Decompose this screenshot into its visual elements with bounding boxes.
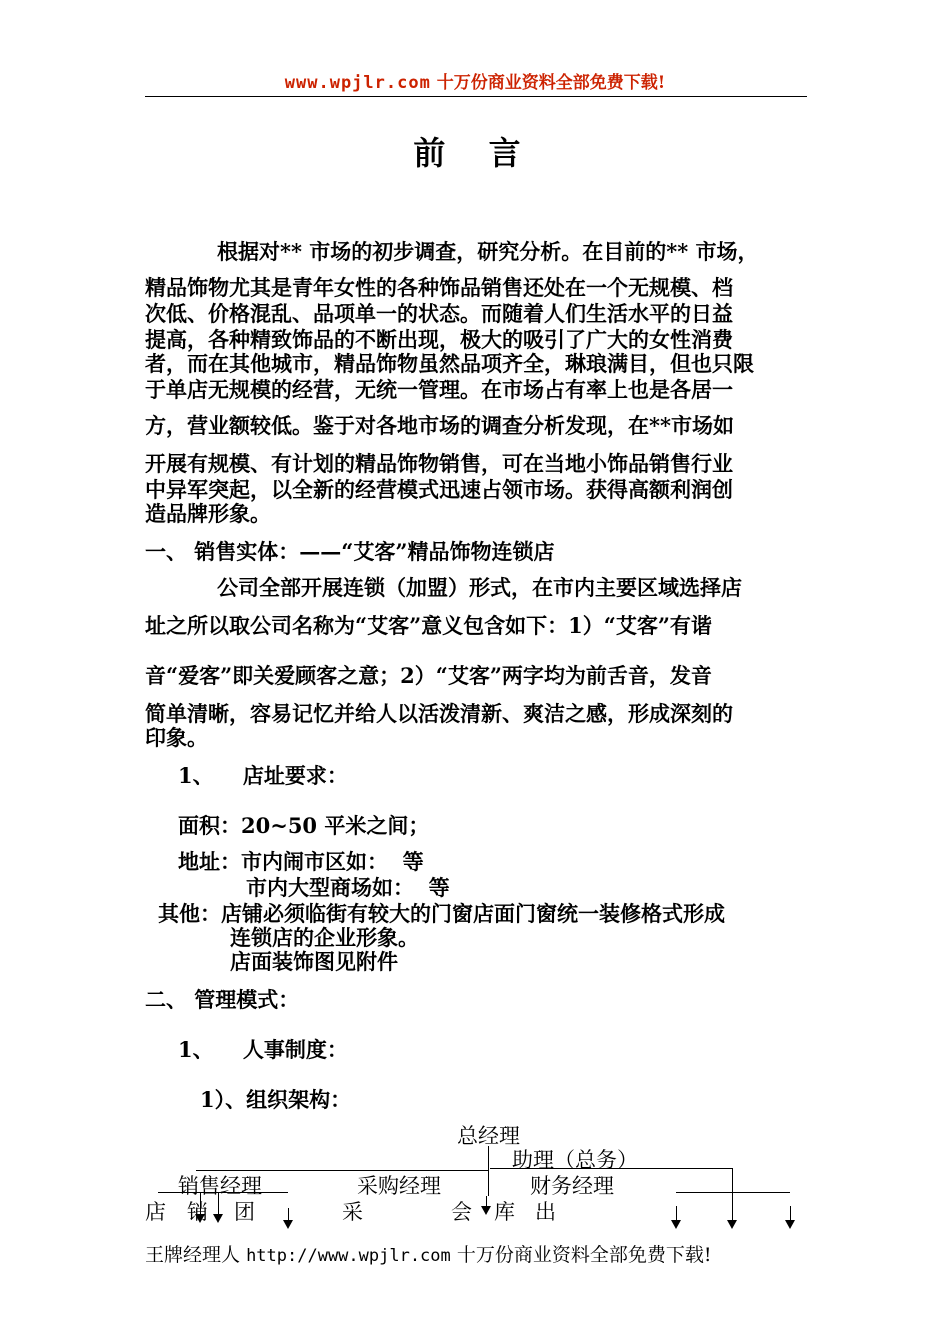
org-arrow-down-icon	[727, 1220, 737, 1229]
section2-heading: 二、 管理模式：	[145, 987, 300, 1012]
org-underline-sales	[158, 1192, 288, 1193]
org-node-sales-manager: 销售经理	[178, 1174, 262, 1198]
org-line-assistant	[490, 1168, 732, 1169]
org-node-sales: 销	[187, 1200, 208, 1224]
org-arrow-down-icon	[195, 1214, 205, 1223]
org-line-finance-branches	[676, 1192, 790, 1193]
intro-line: 造品牌形象。	[145, 501, 271, 526]
intro-line: 根据对** 市场的初步调查，研究分析。在目前的** 市场，	[217, 239, 759, 264]
org-node-finance-manager: 财务经理	[530, 1174, 614, 1198]
intro-line: 次低、价格混乱、品项单一的状态。而随着人们生活水平的日益	[145, 301, 733, 326]
intro-line: 开展有规模、有计划的精品饰物销售，可在当地小饰品销售行业	[145, 451, 733, 476]
org-node-gm: 总经理	[457, 1124, 520, 1148]
org-arrow-down-icon	[283, 1220, 293, 1229]
intro-line: 于单店无规模的经营，无统一管理。在市场占有率上也是各居一	[145, 377, 733, 402]
page-title: 前 言	[413, 134, 537, 172]
intro-line: 精品饰物尤其是青年女性的各种饰品销售还处在一个无规模、档	[145, 275, 733, 300]
org-line-drop	[200, 1192, 201, 1216]
section1-line: 印象。	[145, 725, 208, 750]
other-line: 连锁店的企业形象。	[230, 925, 419, 950]
org-arrow-down-icon	[481, 1206, 491, 1215]
org-arrow-down-icon	[213, 1214, 223, 1223]
org-node-store: 店	[145, 1200, 166, 1224]
intro-line: 提高，各种精致饰品的不断出现，极大的吸引了广大的女性消费	[145, 327, 733, 352]
org-line-drop	[218, 1192, 219, 1216]
header-slogan: 十万份商业资料全部免费下载!	[436, 73, 666, 93]
sub2-heading: 1、 人事制度：	[178, 1037, 348, 1062]
section1-line: 址之所以取公司名称为“艾客”意义包含如下：1）“艾客”有谐	[145, 613, 712, 638]
org-node-group: 团	[234, 1200, 255, 1224]
org-node-warehouse: 库	[494, 1200, 515, 1224]
other-line: 其他：店铺必须临街有较大的门窗店面门窗统一装修格式形成	[158, 901, 725, 926]
org-line-assistant-drop	[732, 1168, 733, 1192]
footer-url-link[interactable]: http://www.wpjlr.com	[246, 1246, 451, 1266]
address-line: 市内大型商场如： 等	[246, 875, 450, 900]
footer-brand: 王牌经理人	[145, 1244, 241, 1266]
header-url-link[interactable]: www.wpjlr.com	[284, 73, 431, 93]
address-line: 地址：市内闹市区如： 等	[178, 849, 424, 874]
org-line-drop	[732, 1192, 733, 1222]
org-node-purchase: 采	[342, 1200, 363, 1224]
footer-slogan: 十万份商业资料全部免费下载!	[456, 1244, 712, 1266]
section1-line: 音“爱客”即关爱顾客之意；2）“艾客”两字均为前舌音，发音	[145, 663, 712, 688]
org-arrow-down-icon	[671, 1220, 681, 1229]
sub1-heading: 1、 店址要求：	[178, 763, 348, 788]
org-node-purchase-manager: 采购经理	[357, 1174, 441, 1198]
org-node-cashier: 出	[535, 1200, 556, 1224]
org-node-accounting: 会	[451, 1200, 472, 1224]
intro-line: 方，营业额较低。鉴于对各地市场的调查分析发现，在**市场如	[145, 413, 734, 438]
page-header	[0, 68, 950, 93]
org-arrow-down-icon	[785, 1220, 795, 1229]
section1-line: 简单清晰，容易记忆并给人以活泼清新、爽洁之感，形成深刻的	[145, 701, 733, 726]
section1-heading: 一、 销售实体：——“艾客”精品饰物连锁店	[145, 539, 555, 564]
org-line-gm-trunk	[488, 1146, 489, 1196]
intro-line: 中异军突起，以全新的经营模式迅速占领市场。获得高额利润创	[145, 477, 733, 502]
section1-line: 公司全部开展连锁（加盟）形式，在市内主要区域选择店	[217, 575, 742, 600]
area-line: 面积：20~50 平米之间；	[178, 813, 430, 838]
other-line: 店面装饰图见附件	[230, 949, 398, 974]
page-footer	[145, 1240, 711, 1267]
header-divider	[145, 96, 807, 97]
org-node-assistant: 助理（总务）	[512, 1148, 638, 1172]
intro-line: 者，而在其他城市，精品饰物虽然品项齐全，琳琅满目，但也只限	[145, 351, 754, 376]
sub2-1-heading: 1）、组织架构：	[200, 1087, 352, 1112]
